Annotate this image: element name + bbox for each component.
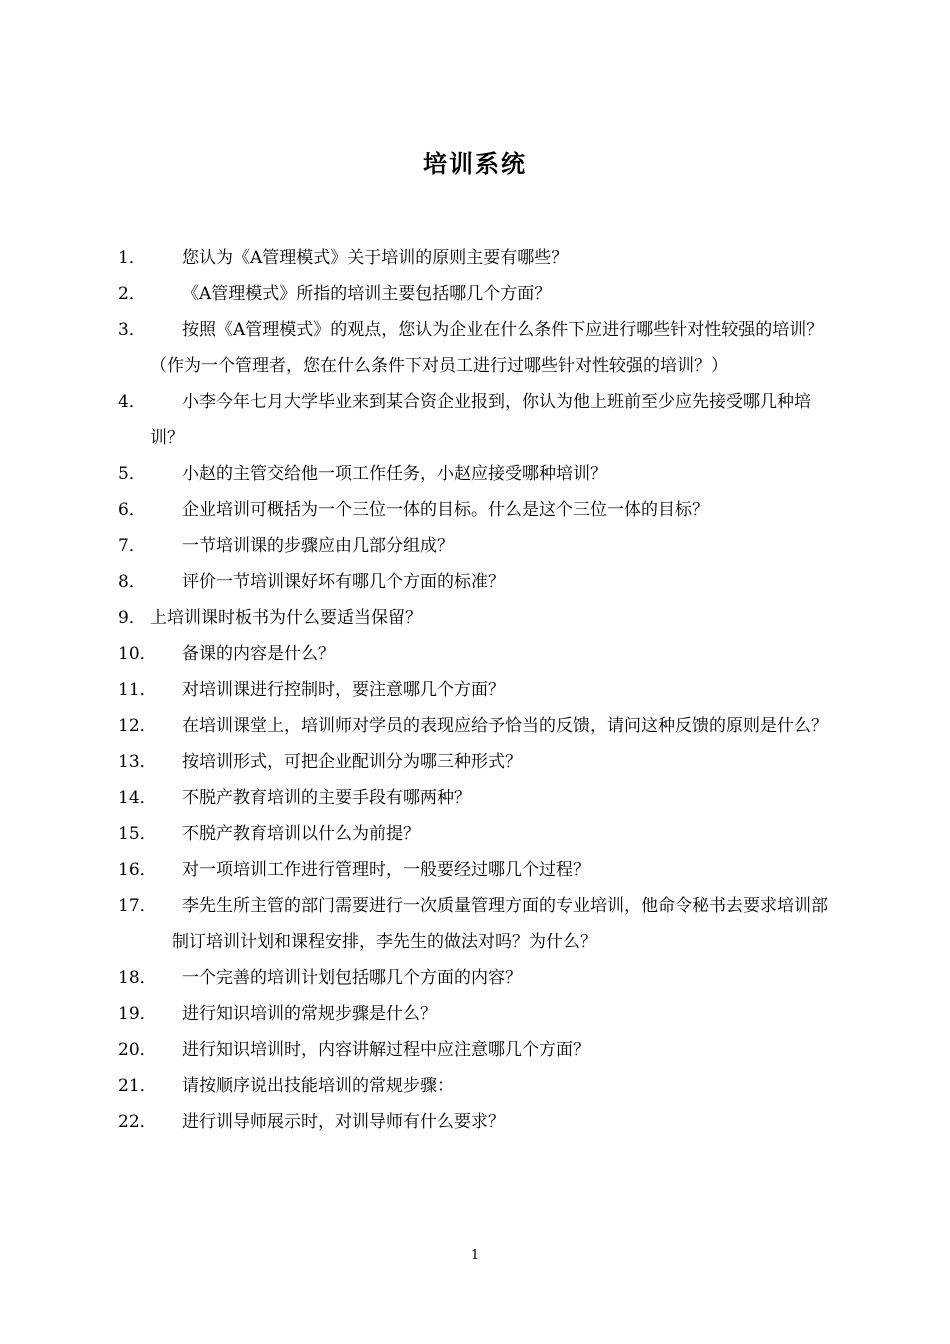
question-text: 按培训形式，可把企业配训分为哪三种形式？ [182, 752, 522, 772]
question-number: 1． [118, 248, 146, 268]
question-text: 进行训导师展示时，对训导师有什么要求？ [182, 1112, 505, 1132]
question-text: 对一项培训工作进行管理时，一般要经过哪几个过程？ [182, 860, 590, 880]
question-text: 对培训课进行控制时，要注意哪几个方面？ [182, 680, 505, 700]
question-text: 一个完善的培训计划包括哪几个方面的内容？ [182, 968, 522, 988]
question-item [118, 744, 838, 780]
question-text: 评价一节培训课好坏有哪几个方面的标准？ [182, 572, 505, 592]
question-number: 2． [118, 284, 146, 304]
question-item [118, 780, 838, 816]
question-item [118, 276, 838, 312]
question-number: 9． [118, 608, 146, 628]
question-item [118, 996, 838, 1032]
question-number: 12． [118, 716, 157, 736]
question-number: 19． [118, 1004, 157, 1024]
question-number: 4． [118, 392, 146, 412]
question-item [118, 1032, 838, 1068]
question-item [118, 312, 838, 384]
question-number: 22． [118, 1112, 157, 1132]
question-number: 6． [118, 500, 146, 520]
question-text: 不脱产教育培训以什么为前提？ [182, 824, 420, 844]
question-item [118, 960, 838, 996]
question-text: 按照《A管理模式》的观点，您认为企业在什么条件下应进行哪些针对性较强的培训？（作为一个管理者，您在什么条件下对员工进行过哪些针对性较强的培训？） [150, 320, 824, 376]
question-item [118, 672, 838, 708]
question-text: 小赵的主管交给他一项工作任务，小赵应接受哪种培训？ [182, 464, 607, 484]
question-text: 备课的内容是什么？ [182, 644, 335, 664]
question-text: 企业培训可概括为一个三位一体的目标。什么是这个三位一体的目标？ [182, 500, 709, 520]
question-number: 5． [118, 464, 146, 484]
question-number: 13． [118, 752, 157, 772]
question-item [118, 564, 838, 600]
question-text: 进行知识培训的常规步骤是什么？ [182, 1004, 437, 1024]
question-text: 上培训课时板书为什么要适当保留？ [150, 608, 422, 628]
document-title: 培训系统 [423, 150, 527, 178]
question-number: 21． [118, 1076, 157, 1096]
page-number: 1 [470, 1248, 480, 1263]
question-text: 您认为《A管理模式》关于培训的原则主要有哪些？ [182, 248, 569, 268]
question-list [118, 240, 838, 1140]
question-number: 10． [118, 644, 157, 664]
question-item [118, 816, 838, 852]
question-number: 15． [118, 824, 157, 844]
question-item [118, 852, 838, 888]
question-item [118, 492, 838, 528]
question-text: 进行知识培训时，内容讲解过程中应注意哪几个方面？ [182, 1040, 590, 1060]
question-text: 李先生所主管的部门需要进行一次质量管理方面的专业培训，他命令秘书去要求培训部制订培训计划和课程安排，李先生的做法对吗？为什么？ [172, 896, 828, 952]
question-number: 7． [118, 536, 146, 556]
question-item [118, 1104, 838, 1140]
question-text: 一节培训课的步骤应由几部分组成？ [182, 536, 454, 556]
question-text: 在培训课堂上，培训师对学员的表现应给予恰当的反馈，请问这种反馈的原则是什么？ [182, 716, 828, 736]
question-item [118, 456, 838, 492]
question-text: 《A管理模式》所指的培训主要包括哪几个方面？ [182, 284, 552, 304]
question-number: 11． [118, 680, 157, 700]
question-number: 14． [118, 788, 157, 808]
question-item [118, 600, 838, 636]
question-text: 不脱产教育培训的主要手段有哪两种？ [182, 788, 471, 808]
question-item [118, 888, 838, 960]
question-text: 小李今年七月大学毕业来到某合资企业报到，你认为他上班前至少应先接受哪几种培训？ [150, 392, 811, 448]
question-item [118, 708, 838, 744]
question-text: 请按顺序说出技能培训的常规步骤： [182, 1076, 454, 1096]
question-number: 8． [118, 572, 146, 592]
question-number: 3． [118, 320, 146, 340]
question-item [118, 384, 838, 456]
question-item [118, 1068, 838, 1104]
question-number: 16． [118, 860, 157, 880]
question-number: 20． [118, 1040, 157, 1060]
question-number: 18． [118, 968, 157, 988]
question-item [118, 528, 838, 564]
question-item [118, 636, 838, 672]
question-item [118, 240, 838, 276]
question-number: 17． [118, 896, 157, 916]
